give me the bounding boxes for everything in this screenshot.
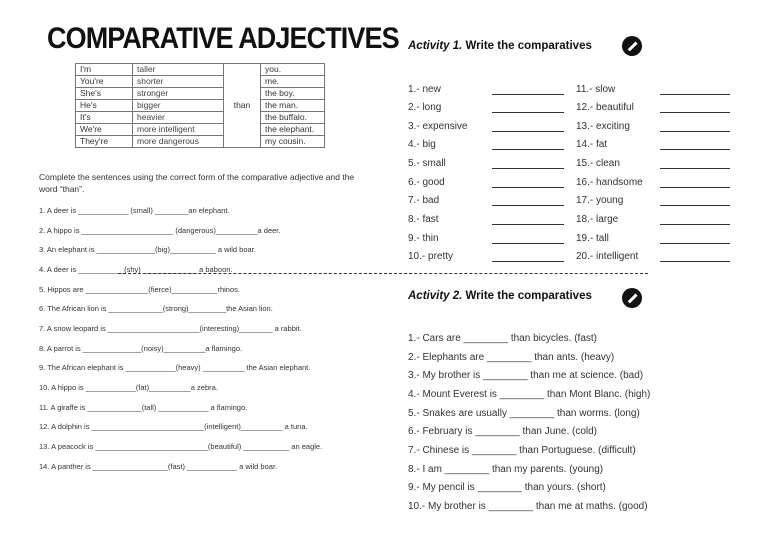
answer-blank xyxy=(660,94,730,95)
answer-blank xyxy=(660,261,730,262)
word-item-6: 6.- good xyxy=(408,177,445,188)
table-row xyxy=(76,112,325,124)
object-cell: the elephant. xyxy=(261,124,325,136)
word-item-7: 7.- bad xyxy=(408,195,440,206)
activity-2-sentence-2: 2.- Elephants are ________ than ants. (heavy) xyxy=(408,352,615,363)
activity-2-sentence-8: 8.- I am ________ than my parents. (young) xyxy=(408,464,604,475)
table-row xyxy=(76,100,325,112)
exercise-sentence-11: 11. A giraffe is _____________(tall) ____________ a flamingo. xyxy=(39,403,248,412)
activity-2-label: Activity 2. xyxy=(408,290,463,302)
word-item-19: 19.- tall xyxy=(576,233,609,244)
word-item-17: 17.- young xyxy=(576,195,624,206)
activity-2-sentence-3: 3.- My brother is ________ than me at science. (bad) xyxy=(408,370,644,381)
table-row xyxy=(76,76,325,88)
word-item-4: 4.- big xyxy=(408,139,436,150)
exercise-sentence-9: 9. The African elephant is ____________(heavy) __________ the Asian elephant. xyxy=(39,363,311,372)
word-item-2: 2.- long xyxy=(408,102,442,113)
exercise-sentence-10: 10. A hippo is ____________(fat)__________a zebra. xyxy=(39,383,218,392)
word-item-5: 5.- small xyxy=(408,158,446,169)
exercise-sentence-1: 1. A deer is ____________ (small) ________an elephant. xyxy=(39,206,230,215)
answer-blank xyxy=(660,187,730,188)
adjective-cell: more dangerous xyxy=(133,136,224,148)
activity-2-sentence-6: 6.- February is ________ than June. (cold) xyxy=(408,426,597,437)
word-item-9: 9.- thin xyxy=(408,233,439,244)
answer-blank xyxy=(492,94,564,95)
answer-blank xyxy=(492,168,564,169)
table-row xyxy=(76,88,325,100)
pencil-icon xyxy=(622,36,642,56)
adjective-cell: more intelligent xyxy=(133,124,224,136)
activity-2-sentence-5: 5.- Snakes are usually ________ than worms. (long) xyxy=(408,408,640,419)
answer-blank xyxy=(492,261,564,262)
word-item-20: 20.- intelligent xyxy=(576,251,639,262)
word-item-12: 12.- beautiful xyxy=(576,102,634,113)
answer-blank xyxy=(492,205,564,206)
object-cell: you. xyxy=(261,64,325,76)
comparative-reference-table xyxy=(75,63,325,148)
exercise-sentence-5: 5. Hippos are _______________(fierce)___________rhinos. xyxy=(39,285,240,294)
subject-cell: It's xyxy=(76,112,133,124)
object-cell: the man. xyxy=(261,100,325,112)
adjective-cell: heavier xyxy=(133,112,224,124)
activity-1-title: Write the comparatives xyxy=(465,40,592,52)
answer-blank xyxy=(660,205,730,206)
word-item-1: 1.- new xyxy=(408,84,441,95)
object-cell: me. xyxy=(261,76,325,88)
exercise-sentence-7: 7. A snow leopard is ______________________(interesting)________ a rabbit. xyxy=(39,324,302,333)
answer-blank xyxy=(492,224,564,225)
object-cell: the boy. xyxy=(261,88,325,100)
answer-blank xyxy=(660,243,730,244)
adjective-cell: stronger xyxy=(133,88,224,100)
table-row xyxy=(76,136,325,148)
answer-blank xyxy=(492,243,564,244)
exercise-sentence-13: 13. A peacock is ___________________________(beautiful) ___________ an eagle. xyxy=(39,442,323,451)
word-item-16: 16.- handsome xyxy=(576,177,643,188)
table-row xyxy=(76,124,325,136)
subject-cell: You're xyxy=(76,76,133,88)
subject-cell: He's xyxy=(76,100,133,112)
activity-2-title: Write the comparatives xyxy=(465,290,592,302)
answer-blank xyxy=(660,131,730,132)
answer-blank xyxy=(492,131,564,132)
instructions-text: Complete the sentences using the correct form of the comparative adjective and the word “than”. xyxy=(39,172,355,194)
activity-2-sentence-1: 1.- Cars are ________ than bicycles. (fast) xyxy=(408,333,597,344)
exercise-sentence-12: 12. A dolphin is ___________________________(intelligent)__________ a tuna. xyxy=(39,422,308,431)
table-row xyxy=(76,64,325,76)
activity-2-sentence-9: 9.- My pencil is ________ than yours. (short) xyxy=(408,482,606,493)
subject-cell: She's xyxy=(76,88,133,100)
section-divider xyxy=(118,273,648,274)
answer-blank xyxy=(492,112,564,113)
word-item-3: 3.- expensive xyxy=(408,121,468,132)
exercise-sentence-4: 4. A deer is ___________(shy) _____________ a baboon. xyxy=(39,265,233,274)
word-item-10: 10.- pretty xyxy=(408,251,454,262)
word-item-15: 15.- clean xyxy=(576,158,620,169)
exercise-sentence-8: 8. A parrot is ______________(noisy)__________a flamingo. xyxy=(39,344,243,353)
answer-blank xyxy=(492,187,564,188)
word-item-18: 18.- large xyxy=(576,214,619,225)
pencil-icon xyxy=(622,288,642,308)
answer-blank xyxy=(660,112,730,113)
word-item-11: 11.- slow xyxy=(576,84,616,95)
word-item-13: 13.- exciting xyxy=(576,121,630,132)
activity-2-sentence-10: 10.- My brother is ________ than me at maths. (good) xyxy=(408,501,648,512)
adjective-cell: taller xyxy=(133,64,224,76)
activity-1-label: Activity 1. xyxy=(408,40,463,52)
subject-cell: We're xyxy=(76,124,133,136)
word-item-8: 8.- fast xyxy=(408,214,439,225)
object-cell: the buffalo. xyxy=(261,112,325,124)
exercise-sentence-14: 14. A panther is __________________(fast) ____________ a wild boar. xyxy=(39,462,278,471)
object-cell: my cousin. xyxy=(261,136,325,148)
activity-2-sentence-7: 7.- Chinese is ________ than Portuguese. (difficult) xyxy=(408,445,636,456)
answer-blank xyxy=(492,149,564,150)
answer-blank xyxy=(660,149,730,150)
activity-2-sentence-4: 4.- Mount Everest is ________ than Mont Blanc. (high) xyxy=(408,389,651,400)
answer-blank xyxy=(660,224,730,225)
page-title: COMPARATIVE ADJECTIVES xyxy=(47,22,399,55)
exercise-sentence-3: 3. An elephant is ______________(big)___________ a wild boar. xyxy=(39,245,256,254)
adjective-cell: bigger xyxy=(133,100,224,112)
word-item-14: 14.- fat xyxy=(576,139,608,150)
adjective-cell: shorter xyxy=(133,76,224,88)
than-cell: than xyxy=(224,64,261,148)
subject-cell: I'm xyxy=(76,64,133,76)
activity-2-heading xyxy=(408,290,592,302)
activity-1-heading xyxy=(408,40,592,52)
exercise-sentence-6: 6. The African lion is _____________(strong)_________the Asian lion. xyxy=(39,304,273,313)
answer-blank xyxy=(660,168,730,169)
subject-cell: They're xyxy=(76,136,133,148)
exercise-sentence-2: 2. A hippo is ______________________ (dangerous)__________a deer. xyxy=(39,226,281,235)
